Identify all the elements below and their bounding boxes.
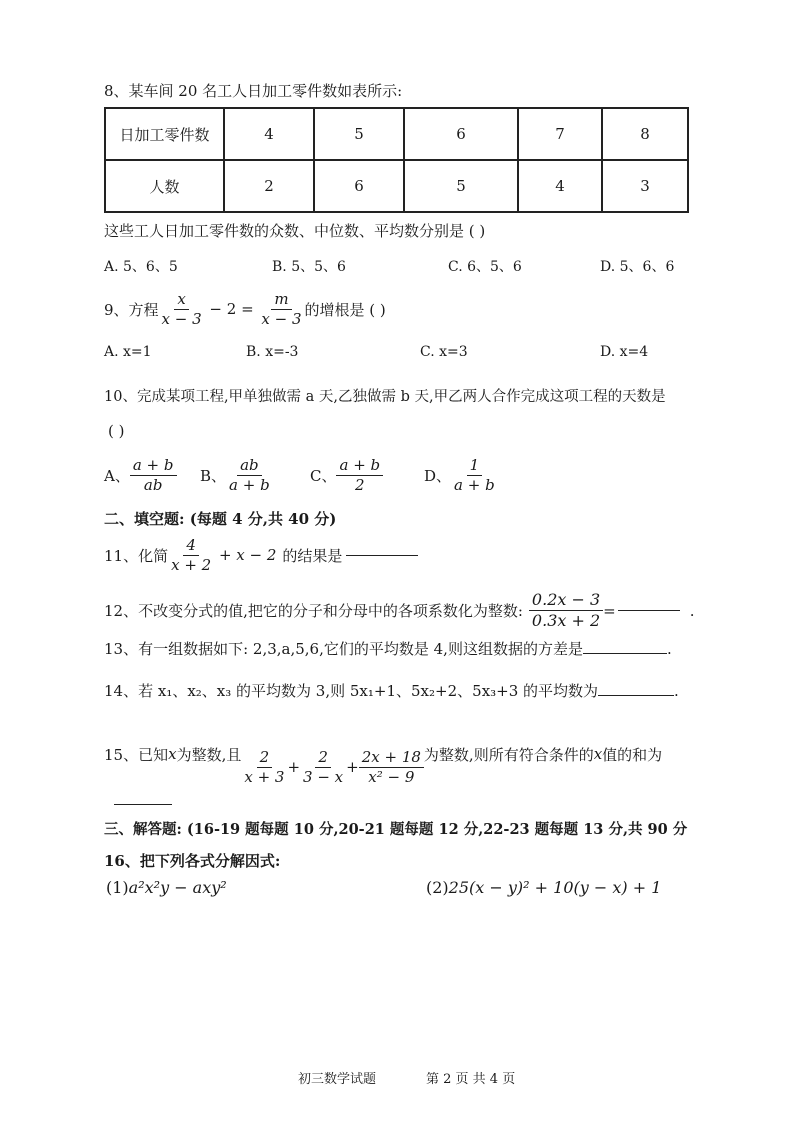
fraction-numerator: ab [237,456,262,476]
part-expression: a²x²y − axy² [128,878,227,897]
q11-stem [104,536,418,575]
q12-answer-blank[interactable] [618,610,680,611]
fraction-numerator: m [271,290,291,310]
q11-answer-blank[interactable] [346,555,418,556]
section-3-heading: 三、解答题: (16-19 题每题 10 分,20-21 题每题 12 分,22-23 题每题 13 分,共 90 分 [104,821,688,838]
part-expression: 25(x − y)² + 10(y − x) + 1 [448,878,662,897]
footer-page-number: 第 2 页 共 4 页 [426,1072,516,1087]
option-fraction [130,456,177,495]
q15-fraction-2 [300,748,346,787]
q9-stem [104,290,386,329]
q16-part-2 [426,878,661,897]
q12-equals: = [603,601,616,620]
section-2-heading: 二、填空题: (每题 4 分,共 40 分) [104,510,337,528]
fraction-numerator: a + b [130,456,177,476]
table-row-header: 日加工零件数 [105,108,224,160]
fraction-numerator: 2 [315,748,331,768]
q15-fraction-3 [359,748,424,787]
q9-option-b: B. x=-3 [246,344,299,360]
q9-prefix: 9、方程 [104,300,159,319]
q13-stem [104,638,672,659]
q8-question: 这些工人日加工零件数的众数、中位数、平均数分别是 ( ) [104,222,486,240]
fraction-numerator: 4 [183,536,199,556]
part-label: (1) [106,878,129,897]
fraction-denominator: 2 [355,475,365,494]
q15-variable: x [593,745,603,764]
q8-table [104,107,689,213]
table-row [105,160,688,212]
fraction-numerator: 1 [467,456,483,476]
table-row [105,108,688,160]
q12-text: 12、不改变分式的值,把它的分子和分母中的各项系数化为整数: [104,602,523,620]
q13-period: . [666,640,672,658]
q11-tail: + x − 2 [214,546,277,565]
q10-option-a [104,456,177,495]
q13-text: 13、有一组数据如下: 2,3,a,5,6,它们的平均数是 4,则这组数据的方差是 [104,640,583,658]
q10-option-b [200,456,273,495]
table-cell: 5 [404,160,518,212]
fraction-denominator: x + 2 [171,555,212,574]
q10-option-d [424,456,498,495]
option-label: A、 [104,466,130,485]
q12-fraction [529,590,603,631]
q8-option-b: B. 5、5、6 [272,259,346,275]
table-cell: 6 [314,160,404,212]
fraction-denominator: x + 3 [244,767,285,786]
table-cell: 6 [404,108,518,160]
table-cell: 4 [224,108,314,160]
fraction-numerator: 2 [257,748,273,768]
q10-option-c [310,456,383,495]
q9-fraction-left [159,290,205,329]
q14-period: . [674,682,679,700]
fraction-denominator: x − 3 [261,309,302,328]
q15-text-3: 为整数,则所有符合条件的 [423,745,594,764]
q15-fraction-1 [241,748,287,787]
q10-paren: ( ) [108,422,125,440]
part-label: (2) [426,878,449,897]
fraction-numerator: x [174,290,188,310]
table-cell: 3 [602,160,688,212]
option-label: B、 [200,466,227,485]
fraction-denominator: x² − 9 [368,767,415,786]
option-fraction [451,456,498,495]
q11-suffix: 的结果是 [282,546,343,565]
q11-fraction [168,536,214,575]
q9-middle: − 2 = [204,300,259,319]
option-label: C、 [310,466,337,485]
q12-period: . [689,601,695,620]
q14-stem [104,680,679,701]
table-cell: 5 [314,108,404,160]
q14-text: 14、若 x₁、x₂、x₃ 的平均数为 3,则 5x₁+1、5x₂+2、5x₃+3 的平均数为 [104,682,599,700]
fraction-denominator: 0.3x + 2 [531,611,601,630]
q9-option-c: C. x=3 [420,344,468,360]
fraction-numerator: a + b [336,456,383,476]
q15-stem: 15、已知 x 为整数,且 $\frac{2}{x + 3}$ + $\frac{2}{3 - x}$ + $\frac{2x + 18}{\text{x² − 9}}$ 为整数,则所有符合条件的 x 值的和为 [104,745,663,786]
q15-text-2: 为整数,且 [176,745,242,764]
q9-option-a: A. x=1 [104,344,152,360]
q11-prefix: 11、化简 [104,546,169,565]
option-label: D、 [424,466,452,485]
fraction-numerator: 2x + 18 [359,748,424,768]
q14-answer-blank[interactable] [598,695,674,696]
table-cell: 2 [224,160,314,212]
q15-answer-blank[interactable] [114,804,172,805]
fraction-denominator: ab [143,475,163,494]
q9-option-d: D. x=4 [600,344,649,360]
q16-stem: 16、把下列各式分解因式: [104,852,281,870]
fraction-denominator: x − 3 [161,309,202,328]
q13-answer-blank[interactable] [583,653,667,654]
table-row-header: 人数 [105,160,224,212]
fraction-denominator: 3 − x [303,767,344,786]
footer-title: 初三数学试题 [298,1072,377,1087]
q15-variable: x [168,745,177,764]
q9-fraction-right [258,290,304,329]
q16-part-1 [106,878,227,897]
q8-option-a: A. 5、6、5 [104,259,178,275]
q8-option-c: C. 6、5、6 [448,259,522,275]
q12-stem [104,590,695,631]
option-fraction [336,456,383,495]
table-cell: 7 [518,108,602,160]
q10-stem: 10、完成某项工程,甲单独做需 a 天,乙独做需 b 天,甲乙两人合作完成这项工程的天数是 [104,389,666,405]
table-cell: 8 [602,108,688,160]
q8-stem: 8、某车间 20 名工人日加工零件数如表所示: [104,82,403,100]
q8-option-d: D. 5、6、6 [600,259,675,275]
q15-text-1: 15、已知 [104,745,169,764]
fraction-denominator: a + b [229,475,270,494]
fraction-numerator: 0.2x − 3 [529,590,603,611]
table-cell: 4 [518,160,602,212]
q15-text-4: 值的和为 [602,745,663,764]
option-fraction [226,456,273,495]
q9-suffix: 的增根是 ( ) [304,300,386,319]
fraction-denominator: a + b [454,475,495,494]
